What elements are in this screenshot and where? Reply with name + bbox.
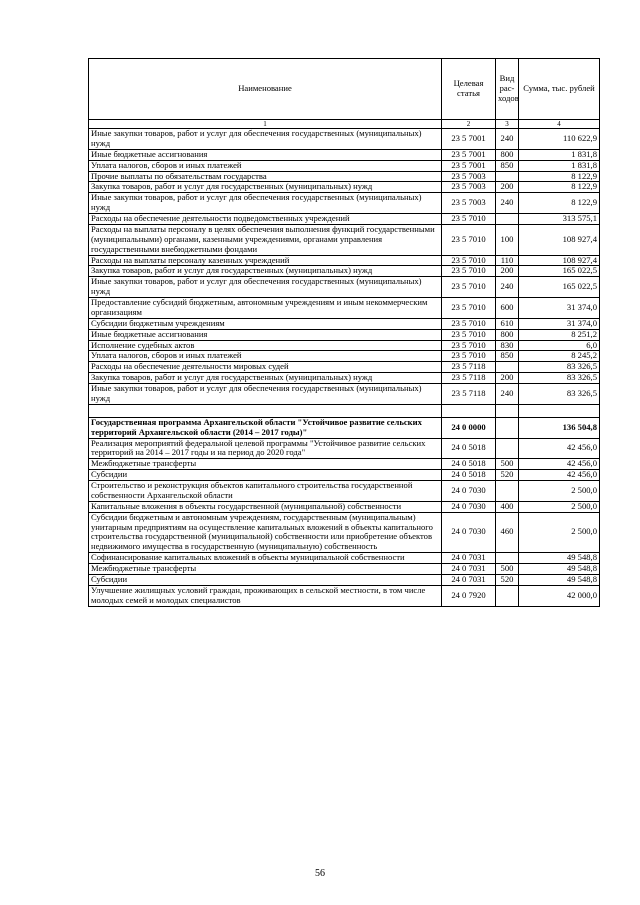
table-row [89, 481, 600, 502]
cell-type: 240 [496, 129, 519, 150]
cell-name: Расходы на выплаты персоналу в целях обеспечения выполнения функций государственными (муниципальными) органами, казенными учреждениями, органами управления государственными внебюджетными фондами [89, 224, 442, 255]
cell-type: 200 [496, 373, 519, 384]
cell-type: 460 [496, 512, 519, 553]
cell-sum: 49 548,8 [519, 564, 600, 575]
cell-sum: 110 622,9 [519, 129, 600, 150]
cell-name: Расходы на обеспечение деятельности подведомственных учреждений [89, 214, 442, 225]
cell-type: 520 [496, 574, 519, 585]
table-row [89, 438, 600, 459]
cell-name: Расходы на выплаты персоналу казенных учреждений [89, 255, 442, 266]
cell-name: Субсидии бюджетным учреждениям [89, 318, 442, 329]
cell-code: 24 0 7030 [442, 512, 496, 553]
cell-code: 24 0 7031 [442, 564, 496, 575]
cell-code: 23 5 7003 [442, 193, 496, 214]
cell-code: 24 0 7030 [442, 501, 496, 512]
cell-type: 500 [496, 459, 519, 470]
cell-type: 240 [496, 384, 519, 405]
cell-sum: 313 575,1 [519, 214, 600, 225]
table-row [89, 417, 600, 438]
cell-type: 610 [496, 318, 519, 329]
column-number: 3 [496, 120, 519, 129]
cell-code: 23 5 7010 [442, 329, 496, 340]
cell-name: Иные закупки товаров, работ и услуг для обеспечения государственных (муниципальных) нужд [89, 384, 442, 405]
cell-name: Иные бюджетные ассигнования [89, 329, 442, 340]
cell-type: 600 [496, 298, 519, 319]
cell-code [442, 404, 496, 417]
cell-code: 23 5 7010 [442, 266, 496, 277]
table-row [89, 266, 600, 277]
cell-name: Закупка товаров, работ и услуг для государственных (муниципальных) нужд [89, 266, 442, 277]
cell-sum: 42 456,0 [519, 459, 600, 470]
budget-table [88, 58, 600, 607]
cell-sum: 49 548,8 [519, 553, 600, 564]
cell-type [496, 362, 519, 373]
table-row [89, 553, 600, 564]
cell-sum: 83 326,5 [519, 373, 600, 384]
cell-type: 240 [496, 193, 519, 214]
table-row [89, 564, 600, 575]
table-row [89, 351, 600, 362]
cell-name: Иные закупки товаров, работ и услуг для обеспечения государственных (муниципальных) нужд [89, 277, 442, 298]
cell-type: 240 [496, 277, 519, 298]
table-row [89, 501, 600, 512]
cell-type: 400 [496, 501, 519, 512]
header-code: Целевая статья [442, 59, 496, 120]
cell-sum: 2 500,0 [519, 481, 600, 502]
cell-code: 23 5 7001 [442, 160, 496, 171]
table-row [89, 160, 600, 171]
cell-type [496, 481, 519, 502]
cell-type [496, 214, 519, 225]
cell-name: Государственная программа Архангельской области "Устойчивое развитие сельских территорий Архангельской области (2014 – 2017 годы)" [89, 417, 442, 438]
cell-name: Предоставление субсидий бюджетным, автономным учреждениям и иным некоммерческим организациям [89, 298, 442, 319]
cell-code: 24 0 7031 [442, 553, 496, 564]
cell-code: 23 5 7010 [442, 318, 496, 329]
table-row [89, 470, 600, 481]
cell-name: Реализация мероприятий федеральной целевой программы "Устойчивое развитие сельских территорий на 2014 – 2017 годы и на период до 2020 года" [89, 438, 442, 459]
table-row [89, 214, 600, 225]
cell-code: 23 5 7010 [442, 351, 496, 362]
cell-sum: 1 831,8 [519, 160, 600, 171]
cell-code: 23 5 7003 [442, 171, 496, 182]
table-row [89, 459, 600, 470]
budget-page [88, 58, 599, 607]
cell-sum: 108 927,4 [519, 255, 600, 266]
cell-sum: 8 245,2 [519, 351, 600, 362]
cell-code: 23 5 7118 [442, 362, 496, 373]
cell-type: 830 [496, 340, 519, 351]
table-row [89, 129, 600, 150]
cell-name: Закупка товаров, работ и услуг для государственных (муниципальных) нужд [89, 373, 442, 384]
cell-name [89, 404, 442, 417]
cell-type: 800 [496, 149, 519, 160]
cell-type: 200 [496, 266, 519, 277]
cell-sum: 83 326,5 [519, 384, 600, 405]
table-row [89, 512, 600, 553]
cell-code: 24 0 5018 [442, 459, 496, 470]
cell-sum: 165 022,5 [519, 266, 600, 277]
cell-type [496, 171, 519, 182]
cell-type: 500 [496, 564, 519, 575]
header-row [89, 59, 600, 120]
cell-type: 850 [496, 351, 519, 362]
cell-type: 520 [496, 470, 519, 481]
cell-name: Субсидии [89, 574, 442, 585]
table-row [89, 373, 600, 384]
cell-name: Софинансирование капитальных вложений в объекты муниципальной собственности [89, 553, 442, 564]
table-row [89, 224, 600, 255]
cell-type: 800 [496, 329, 519, 340]
cell-sum: 165 022,5 [519, 277, 600, 298]
header-name: Наименование [89, 59, 442, 120]
cell-code: 23 5 7118 [442, 384, 496, 405]
cell-sum [519, 404, 600, 417]
cell-name: Расходы на обеспечение деятельности мировых судей [89, 362, 442, 373]
cell-code: 23 5 7118 [442, 373, 496, 384]
cell-sum: 49 548,8 [519, 574, 600, 585]
cell-sum: 83 326,5 [519, 362, 600, 373]
table-row [89, 182, 600, 193]
cell-code: 24 0 7031 [442, 574, 496, 585]
cell-code: 23 5 7010 [442, 277, 496, 298]
cell-code: 23 5 7001 [442, 129, 496, 150]
cell-name: Иные закупки товаров, работ и услуг для обеспечения государственных (муниципальных) нужд [89, 129, 442, 150]
table-row [89, 298, 600, 319]
cell-type [496, 417, 519, 438]
table-row [89, 193, 600, 214]
cell-code: 24 0 7920 [442, 585, 496, 606]
table-row [89, 404, 600, 417]
table-row [89, 340, 600, 351]
table-row [89, 362, 600, 373]
header-sum: Сумма, тыс. рублей [519, 59, 600, 120]
table-row [89, 329, 600, 340]
cell-sum: 8 122,9 [519, 171, 600, 182]
table-row [89, 585, 600, 606]
cell-type: 100 [496, 224, 519, 255]
cell-code: 23 5 7010 [442, 224, 496, 255]
cell-type: 200 [496, 182, 519, 193]
cell-code: 23 5 7010 [442, 255, 496, 266]
table-row [89, 574, 600, 585]
cell-sum: 42 456,0 [519, 438, 600, 459]
cell-sum: 2 500,0 [519, 512, 600, 553]
cell-sum: 108 927,4 [519, 224, 600, 255]
cell-name: Улучшение жилищных условий граждан, проживающих в сельской местности, в том числе молодых семей и молодых специалистов [89, 585, 442, 606]
cell-name: Уплата налогов, сборов и иных платежей [89, 351, 442, 362]
header-type: Вид рас-ходов [496, 59, 519, 120]
cell-code: 24 0 0000 [442, 417, 496, 438]
column-number: 2 [442, 120, 496, 129]
cell-code: 23 5 7001 [442, 149, 496, 160]
cell-name: Капитальные вложения в объекты государственной (муниципальной) собственности [89, 501, 442, 512]
table-row [89, 255, 600, 266]
cell-name: Субсидии [89, 470, 442, 481]
cell-code: 24 0 7030 [442, 481, 496, 502]
cell-sum: 31 374,0 [519, 318, 600, 329]
cell-name: Субсидии бюджетным и автономным учреждениям, государственным (муниципальным) унитарным предприятиям на осуществление капитальных вложений в объекты капитального строительства государственной (муниципальной) собственности или приобретение объектов недвижимого имущества в государственную (муниципальную) собственность [89, 512, 442, 553]
cell-code: 24 0 5018 [442, 438, 496, 459]
cell-sum: 42 456,0 [519, 470, 600, 481]
cell-code: 23 5 7010 [442, 298, 496, 319]
cell-code: 23 5 7003 [442, 182, 496, 193]
cell-sum: 2 500,0 [519, 501, 600, 512]
cell-name: Межбюджетные трансферты [89, 459, 442, 470]
column-number: 1 [89, 120, 442, 129]
cell-sum: 8 122,9 [519, 193, 600, 214]
cell-code: 23 5 7010 [442, 214, 496, 225]
cell-name: Исполнение судебных актов [89, 340, 442, 351]
table-row [89, 384, 600, 405]
cell-name: Уплата налогов, сборов и иных платежей [89, 160, 442, 171]
cell-name: Иные закупки товаров, работ и услуг для обеспечения государственных (муниципальных) нужд [89, 193, 442, 214]
table-row [89, 318, 600, 329]
table-row [89, 149, 600, 160]
table-body [89, 129, 600, 607]
cell-type [496, 553, 519, 564]
cell-type [496, 404, 519, 417]
cell-name: Прочие выплаты по обязательствам государства [89, 171, 442, 182]
cell-sum: 8 122,9 [519, 182, 600, 193]
table-row [89, 277, 600, 298]
cell-name: Иные бюджетные ассигнования [89, 149, 442, 160]
cell-sum: 1 831,8 [519, 149, 600, 160]
column-number: 4 [519, 120, 600, 129]
table-row [89, 171, 600, 182]
cell-name: Межбюджетные трансферты [89, 564, 442, 575]
cell-type [496, 585, 519, 606]
cell-code: 23 5 7010 [442, 340, 496, 351]
cell-name: Закупка товаров, работ и услуг для государственных (муниципальных) нужд [89, 182, 442, 193]
cell-sum: 8 251,2 [519, 329, 600, 340]
cell-name: Строительство и реконструкция объектов капитального строительства государственной собственности Архангельской области [89, 481, 442, 502]
cell-sum: 136 504,8 [519, 417, 600, 438]
cell-sum: 42 000,0 [519, 585, 600, 606]
cell-type: 850 [496, 160, 519, 171]
cell-sum: 6,0 [519, 340, 600, 351]
cell-type [496, 438, 519, 459]
cell-type: 110 [496, 255, 519, 266]
cell-code: 24 0 5018 [442, 470, 496, 481]
cell-sum: 31 374,0 [519, 298, 600, 319]
page-number: 56 [315, 868, 325, 879]
